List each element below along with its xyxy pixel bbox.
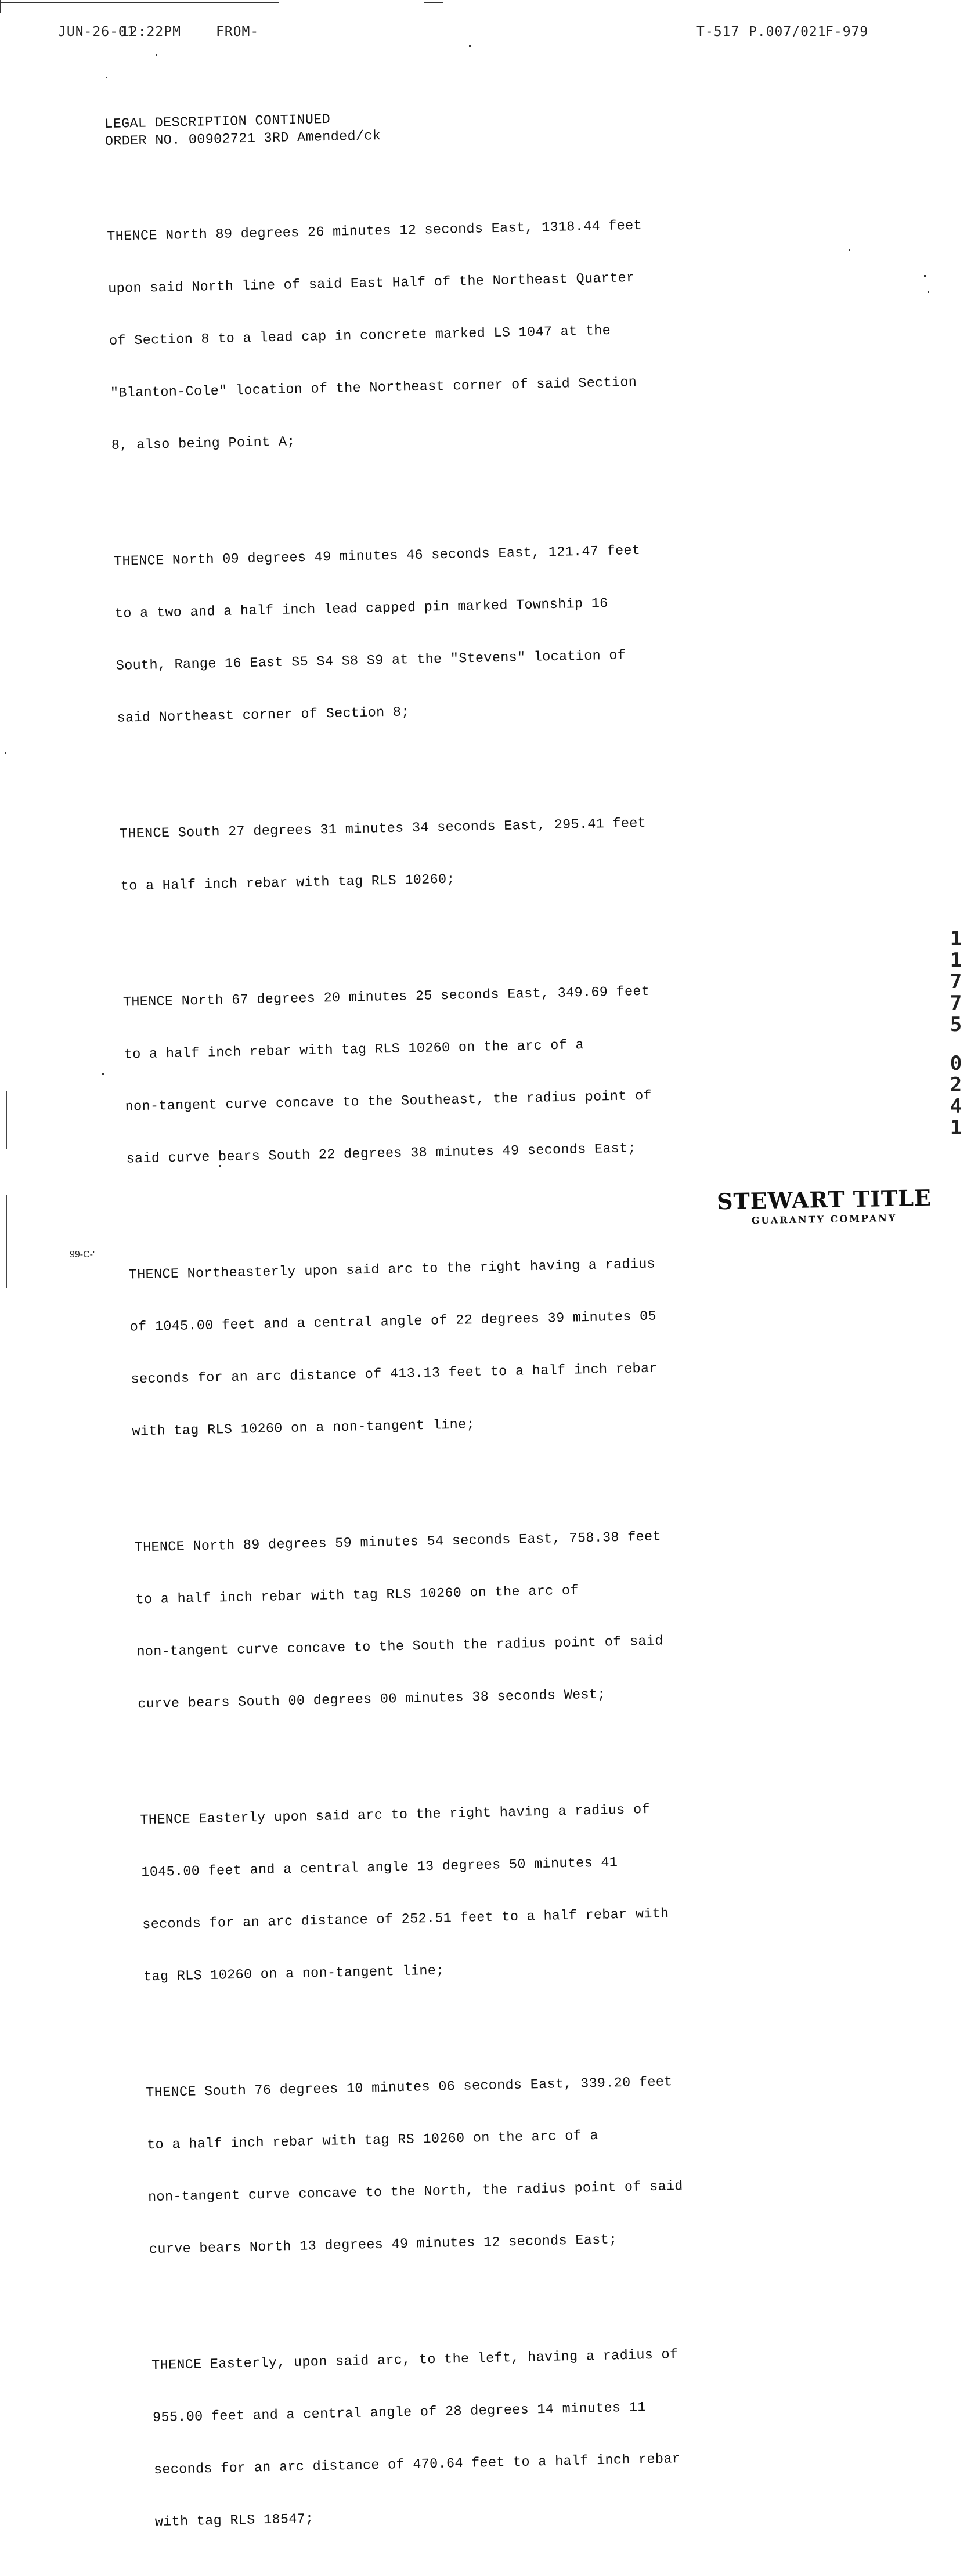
vertical-document-number bbox=[946, 928, 966, 1139]
course-paragraph bbox=[151, 2310, 783, 2567]
course-paragraph bbox=[122, 946, 754, 1203]
fax-header bbox=[58, 24, 871, 42]
text-line: THENCE North 89 degrees 26 minutes 12 seconds East, 1318.44 feet bbox=[107, 218, 643, 245]
text-line: THENCE North 89 degrees 59 minutes 54 seconds East, 758.38 feet bbox=[134, 1529, 662, 1556]
scan-speck bbox=[928, 291, 929, 293]
text-line: non-tangent curve concave to the North, the radius point of said bbox=[147, 2178, 683, 2206]
text-line: THENCE North 09 degrees 49 minutes 46 seconds East, 121.47 feet bbox=[113, 542, 641, 570]
heading-title: LEGAL DESCRIPTION CONTINUED bbox=[104, 111, 331, 132]
scan-speck bbox=[924, 275, 926, 277]
scan-top-rule-short bbox=[424, 2, 443, 3]
course-paragraph bbox=[113, 505, 745, 762]
legal-description bbox=[104, 103, 789, 2576]
text-line: to a two and a half inch lead capped pin marked Township 16 bbox=[114, 596, 608, 622]
text-line: to a Half inch rebar with tag RLS 10260; bbox=[120, 871, 456, 895]
scan-top-rule bbox=[0, 2, 279, 3]
stewart-title-logo bbox=[702, 1186, 946, 1225]
text-line: South, Range 16 East S5 S4 S8 S9 at the "Stevens" location of bbox=[116, 647, 626, 674]
text-line: seconds for an arc distance of 413.13 feet to a half inch rebar bbox=[131, 1361, 658, 1388]
text-line: with tag RLS 18547; bbox=[154, 2511, 314, 2531]
text-line: THENCE Easterly upon said arc to the right having a radius of bbox=[140, 1801, 651, 1829]
course-paragraph bbox=[106, 180, 739, 490]
scan-left-bar bbox=[6, 1195, 7, 1288]
fax-page-number: P.007/021 bbox=[749, 24, 827, 39]
side-digit: 1 bbox=[950, 949, 962, 972]
text-line: curve bears North 13 degrees 49 minutes 12 seconds East; bbox=[149, 2232, 618, 2258]
text-line: 955.00 feet and a central angle of 28 degrees 14 minutes 11 bbox=[152, 2400, 646, 2426]
course-paragraph bbox=[128, 1219, 760, 1476]
side-digit: 5 bbox=[950, 1013, 962, 1036]
scan-speck bbox=[5, 752, 6, 754]
side-gap bbox=[946, 1036, 966, 1053]
text-line: THENCE South 76 degrees 10 minutes 06 seconds East, 339.20 feet bbox=[146, 2074, 673, 2101]
fax-time: 12:22PM bbox=[121, 24, 181, 39]
text-line: 8, also being Point A; bbox=[111, 434, 295, 454]
side-digit: 7 bbox=[950, 970, 962, 993]
scan-speck bbox=[469, 45, 471, 47]
text-line: THENCE North 67 degrees 20 minutes 25 seconds East, 349.69 feet bbox=[122, 983, 650, 1011]
text-line: upon said North line of said East Half of the Northeast Quarter bbox=[107, 270, 635, 297]
order-number: ORDER NO. 00902721 3RD Amended/ck bbox=[104, 128, 381, 150]
side-digit: 1 bbox=[950, 927, 962, 950]
text-line: of 1045.00 feet and a central angle of 22 degrees 39 minutes 05 bbox=[129, 1308, 657, 1336]
fax-f-code: F-979 bbox=[825, 24, 869, 39]
fax-from: FROM- bbox=[216, 24, 259, 39]
side-digit: 7 bbox=[950, 992, 962, 1015]
scan-speck bbox=[102, 1073, 104, 1075]
scan-speck bbox=[156, 54, 157, 56]
scan-speck bbox=[106, 77, 107, 78]
course-paragraph bbox=[145, 2037, 777, 2294]
brand-subtitle: GUARANTY COMPANY bbox=[751, 1212, 897, 1227]
text-line: seconds for an arc distance of 252.51 feet to a half rebar with bbox=[142, 1906, 669, 1933]
text-line: to a half inch rebar with tag RS 10260 on the arc of a bbox=[146, 2128, 599, 2154]
side-digit: 0 bbox=[950, 1052, 962, 1075]
fax-t-code: T-517 bbox=[696, 24, 740, 39]
text-line: non-tangent curve concave to the Southeast, the radius point of bbox=[125, 1088, 652, 1115]
text-line: "Blanton-Cole" location of the Northeast corner of said Section bbox=[110, 374, 637, 401]
text-line: to a half inch rebar with tag RLS 10260 on the arc of a bbox=[124, 1037, 584, 1063]
text-line: 1045.00 feet and a central angle 13 degrees 50 minutes 41 bbox=[141, 1855, 618, 1881]
text-line: to a half inch rebar with tag RLS 10260 on the arc of bbox=[135, 1583, 579, 1608]
course-paragraph bbox=[133, 1492, 766, 1749]
text-line: THENCE Easterly, upon said arc, to the left, having a radius of bbox=[151, 2347, 679, 2374]
side-digit: 2 bbox=[950, 1073, 962, 1097]
text-line: of Section 8 to a lead cap in concrete marked LS 1047 at the bbox=[109, 323, 611, 349]
text-line: said curve bears South 22 degrees 38 minutes 49 seconds East; bbox=[126, 1141, 637, 1167]
text-line: non-tangent curve concave to the South the radius point of said bbox=[136, 1633, 663, 1660]
side-digit: 1 bbox=[950, 1116, 962, 1139]
text-line: curve bears South 00 degrees 00 minutes 38 seconds West; bbox=[138, 1687, 606, 1713]
brand-name: STEWART TITLE bbox=[716, 1184, 932, 1215]
text-line: seconds for an arc distance of 470.64 feet to a half inch rebar bbox=[153, 2451, 681, 2479]
text-line: THENCE South 27 degrees 31 minutes 34 seconds East, 295.41 feet bbox=[119, 815, 647, 842]
side-digit: 4 bbox=[950, 1095, 962, 1118]
text-line: THENCE Northeasterly upon said arc to the right having a radius bbox=[128, 1256, 656, 1283]
course-paragraph bbox=[118, 778, 748, 931]
scan-left-bar bbox=[6, 1091, 7, 1149]
footer-form-code: 99-C-' bbox=[70, 1250, 95, 1260]
scan-speck bbox=[849, 249, 850, 251]
text-line: said Northeast corner of Section 8; bbox=[117, 704, 410, 726]
document-heading bbox=[104, 103, 732, 151]
text-line: tag RLS 10260 on a non-tangent line; bbox=[143, 1963, 445, 1985]
text-line: with tag RLS 10260 on a non-tangent line; bbox=[132, 1417, 475, 1440]
fax-date: JUN-26-01 bbox=[58, 24, 136, 39]
course-paragraph bbox=[139, 1764, 771, 2021]
